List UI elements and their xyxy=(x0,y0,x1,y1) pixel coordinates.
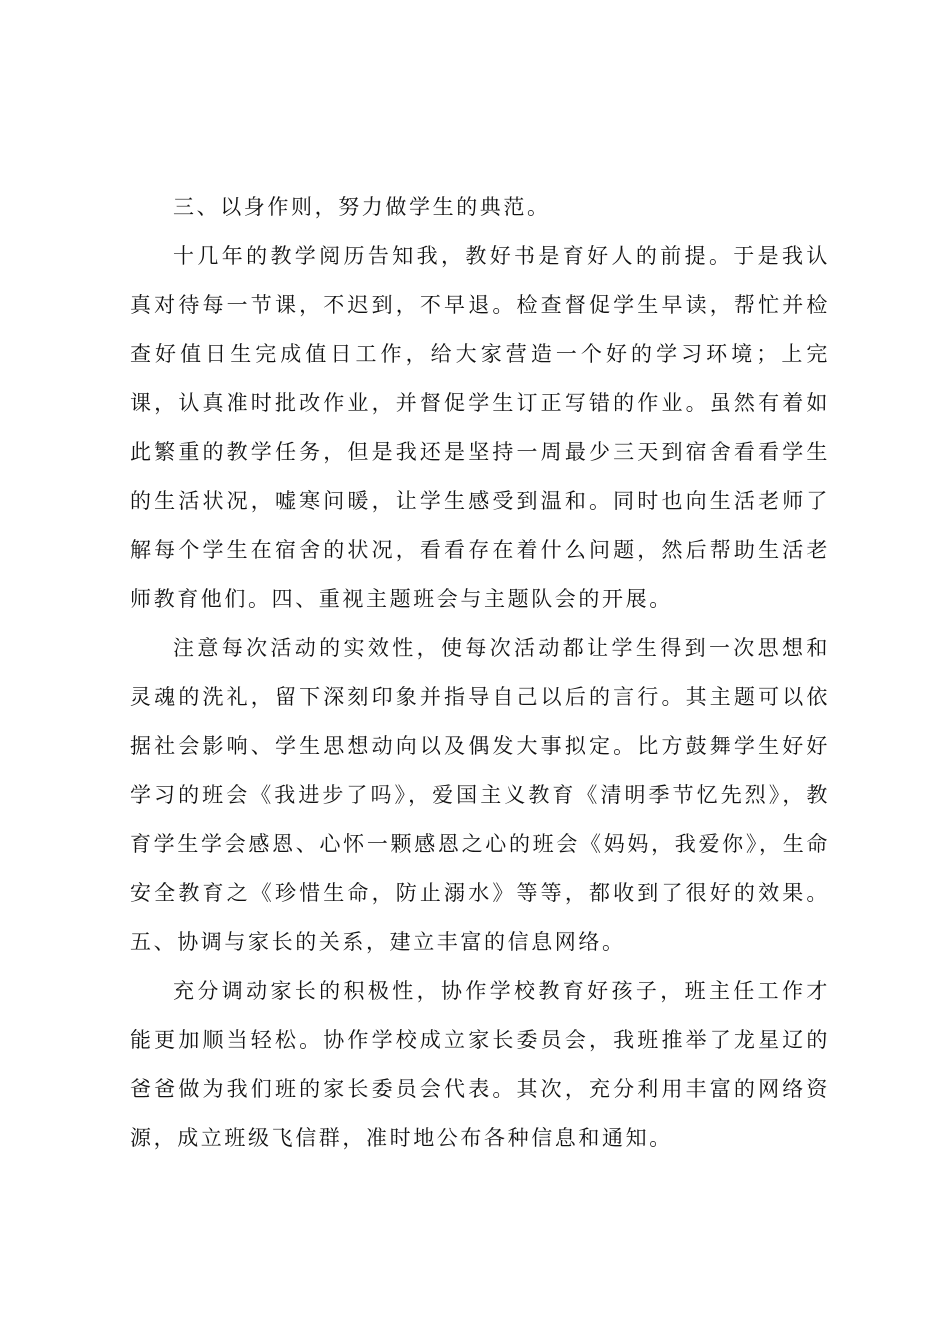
document-body xyxy=(130,183,830,1163)
paragraph-1: 三、以身作则，努力做学生的典范。 xyxy=(173,195,551,219)
paragraph-3: 注意每次活动的实效性，使每次活动都让学生得到一次思想和灵魂的洗礼，留下深刻印象并指导自己以后的言行。其主题可以依据社会影响、学生思想动向以及偶发大事拟定。比方鼓舞学生好好学习的班会《我进步了吗》，爱国主义教育《清明季节忆先烈》，教育学生学会感恩、心怀一颗感恩之心的班会《妈妈，我爱你》，生命安全教育之《珍惜生命，防止溺水》等等，都收到了很好的效果。五、协调与家长的关系，建立丰富的信息网络。 xyxy=(130,636,830,954)
paragraph-4: 充分调动家长的积极性，协作学校教育好孩子，班主任工作才能更加顺当轻松。协作学校成立家长委员会，我班推举了龙星辽的爸爸做为我们班的家长委员会代表。其次，充分利用丰富的网络资源，成立班级飞信群，准时地公布各种信息和通知。 xyxy=(130,979,830,1150)
paragraph-2: 十几年的教学阅历告知我，教好书是育好人的前提。于是我认真对待每一节课，不迟到，不早退。检查督促学生早读，帮忙并检查好值日生完成值日工作，给大家营造一个好的学习环境；上完课，认真准时批改作业，并督促学生订正写错的作业。虽然有着如此繁重的教学任务，但是我还是坚持一周最少三天到宿舍看看学生的生活状况，嘘寒问暖，让学生感受到温和。同时也向生活老师了解每个学生在宿舍的状况，看看存在着什么问题，然后帮助生活老师教育他们。四、重视主题班会与主题队会的开展。 xyxy=(130,244,830,611)
